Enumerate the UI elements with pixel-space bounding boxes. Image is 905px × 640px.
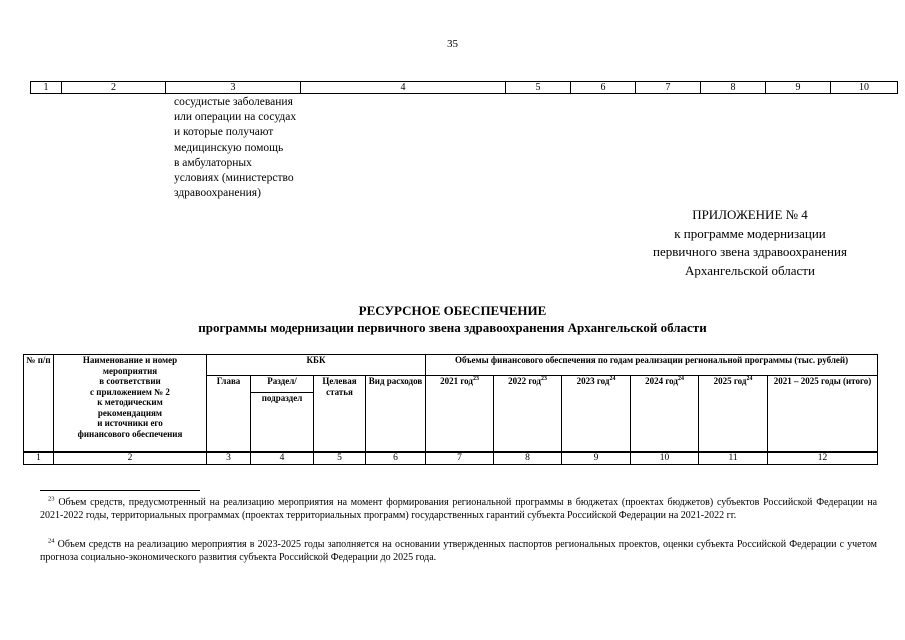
header-year xyxy=(631,376,699,453)
col-number: 2 xyxy=(62,82,166,94)
year-label: 2025 год xyxy=(713,376,747,386)
year-label: 2022 год xyxy=(508,376,541,386)
header-volumes: Объемы финансового обеспечения по годам реализации региональной программы (тыс. рублей) xyxy=(426,355,878,376)
col-number: 5 xyxy=(506,82,571,94)
header-total: 2021 – 2025 годы (итого) xyxy=(768,376,878,453)
footnote-text: Объем средств на реализацию мероприятия в 2023-2025 годы заполняется на основании утвержденных паспортов региональных проектов, оценки субъекта Российской Федерации с учетом прогноза социально-экономического развития субъекта Российской Федерации до 2025 года. xyxy=(40,539,877,563)
footnote-ref: 24 xyxy=(746,376,753,382)
header-line: Наименование и номер xyxy=(82,355,178,365)
header-line: финансового обеспечения xyxy=(77,428,183,439)
footnote-ref: 24 xyxy=(609,376,616,382)
header-line: с приложением № 2 xyxy=(90,386,170,397)
footnote-mark: 24 xyxy=(48,537,55,545)
footnote-text: Объем средств, предусмотренный на реализацию мероприятия на момент формирования региональной программы в бюджетах (проектах бюджетов) субъектов Российской Федерации на 2021-2022 годы, территориальных программах (проектах территориальных программ) государственных гарантий субъекта Российской Федерации на 2021-2022 гг. xyxy=(40,497,878,521)
text-line: здравоохранения) xyxy=(174,187,261,200)
header-podrazdel: подраздел xyxy=(251,393,314,453)
text-line: и которые получают xyxy=(174,126,274,139)
footnote-separator xyxy=(40,490,200,491)
appendix-line: к программе модернизации xyxy=(674,225,826,241)
appendix-line: Архангельской области xyxy=(685,262,815,278)
col-number: 4 xyxy=(301,82,506,94)
text-line: в амбулаторных xyxy=(174,156,252,169)
col-number: 5 xyxy=(314,452,366,465)
appendix-heading xyxy=(600,206,900,280)
header-glava: Глава xyxy=(207,376,251,453)
col-number: 1 xyxy=(24,452,54,465)
col-number: 6 xyxy=(571,82,636,94)
footnote-ref: 23 xyxy=(472,376,479,382)
footnote xyxy=(40,538,877,564)
year-label: 2021 год xyxy=(440,376,473,386)
header-vid-raskhodov: Вид расходов xyxy=(366,376,426,453)
header-year xyxy=(699,376,768,453)
text-line: или операции на сосудах xyxy=(174,111,297,124)
footnote-mark: 23 xyxy=(48,495,55,503)
col-number: 12 xyxy=(768,452,878,465)
text-line: сосудистые заболевания xyxy=(174,96,293,108)
footnote xyxy=(40,496,877,522)
appendix-line: первичного звена здравоохранения xyxy=(653,244,847,259)
resource-table xyxy=(23,354,878,465)
header-year xyxy=(494,376,562,453)
col-number: 9 xyxy=(766,82,831,94)
header-line: и источники его xyxy=(97,418,163,428)
header-measure-name xyxy=(54,355,207,453)
header-year xyxy=(426,376,494,453)
page-number: 35 xyxy=(447,38,458,50)
column-number-row xyxy=(31,82,898,94)
header-row-number: № п/п xyxy=(24,355,54,453)
col-number: 7 xyxy=(636,82,701,94)
header-line: мероприятия xyxy=(102,365,158,376)
continuation-table xyxy=(30,81,898,94)
year-label: 2023 год xyxy=(576,376,610,386)
col-number: 7 xyxy=(426,452,494,465)
text-line: медицинскую помощь xyxy=(174,141,284,154)
document-subtitle: программы модернизации первичного звена здравоохранения Архангельской области xyxy=(198,320,707,335)
col-number: 10 xyxy=(831,82,898,94)
col-number: 2 xyxy=(54,452,207,465)
col-number: 11 xyxy=(699,452,768,465)
header-line: к методическим xyxy=(97,397,163,407)
header-razdel: Раздел/ xyxy=(251,376,314,393)
col-number: 1 xyxy=(31,82,62,94)
footnote-ref: 24 xyxy=(677,376,684,382)
year-label: 2024 год xyxy=(645,376,678,386)
header-celevaya-statya: Целевая статья xyxy=(314,376,366,453)
col-number: 8 xyxy=(701,82,766,94)
col-number: 3 xyxy=(207,452,251,465)
footnote-ref: 23 xyxy=(540,376,547,382)
header-line: рекомендациям xyxy=(97,407,163,418)
col-number: 10 xyxy=(631,452,699,465)
col-number: 8 xyxy=(494,452,562,465)
col-number: 6 xyxy=(366,452,426,465)
col-number: 9 xyxy=(562,452,631,465)
continuation-cell-text xyxy=(174,95,319,201)
col-number: 4 xyxy=(251,452,314,465)
header-year xyxy=(562,376,631,453)
document-title: РЕСУРСНОЕ ОБЕСПЕЧЕНИЕ xyxy=(358,303,547,318)
text-line: условиях (министерство xyxy=(174,172,294,185)
column-number-row xyxy=(24,452,878,465)
appendix-line: ПРИЛОЖЕНИЕ № 4 xyxy=(692,207,808,222)
header-line: в соответствии xyxy=(99,376,161,386)
header-kbk: КБК xyxy=(207,355,426,376)
col-number: 3 xyxy=(166,82,301,94)
